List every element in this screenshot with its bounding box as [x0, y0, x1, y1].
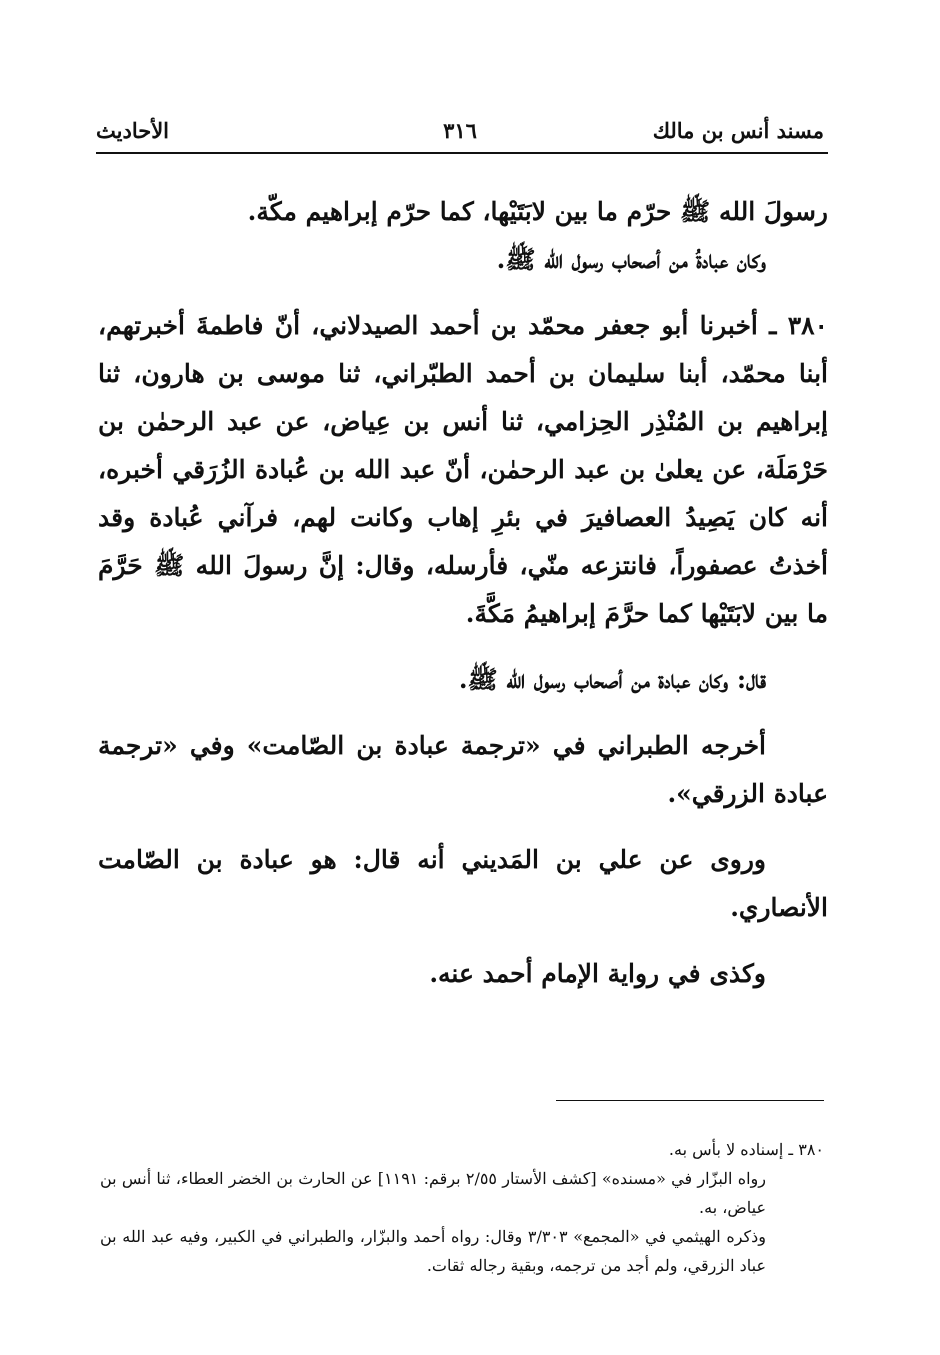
paragraph-continuation: رسولَ الله ﷺ حرّم ما بين لابَتَيْها، كما حرّم إبراهيم مكّة. — [247, 197, 828, 226]
paragraph-qal: قال: وكان عبادة من أصحاب رسول الله ﷺ. — [458, 665, 766, 694]
section-title: الأحاديث — [96, 118, 170, 143]
hadith-paragraph — [98, 302, 828, 638]
page-header — [96, 118, 824, 152]
main-text — [98, 188, 828, 998]
footnote-heading — [100, 1135, 824, 1164]
hadith-text: ـ أخبرنا أبو جعفر محمّد بن أحمد الصيدلاني، أنّ فاطمةَ أخبرتهم، أبنا محمّد، أبنا سليمان بن أحمد الطبّراني، ثنا موسى بن هارون، ثنا إبراهيم بن المُنْذِر الحِزامي، ثنا أنس بن عِياض، عن عبد الرحمٰن بن حَرْمَلَة، عن يعلىٰ بن عبد الرحمٰن، أنّ عبد الله بن عُبادة الزُرَقي أخبره، أنه كان يَصِيدُ العصافيرَ في بئرِ إهاب وكانت لهم، فرآني عُبادة وقد أخذتُ عصفوراً، فانتزعه منّي، فأرسله، وقال: إنَّ رسولَ الله ﷺ حَرَّمَ ما بين لابَتَيْها كما حرَّمَ إبراهيمُ مَكَّةَ. — [98, 311, 828, 628]
footnotes — [100, 1135, 824, 1280]
footnote-bazzar: رواه البزّار في «مسنده» [كشف الأستار ٢/٥٥ برقم: ١١٩١] عن الحارث بن الخضر العطاء، ثنا أنس بن عياض، به. — [100, 1169, 767, 1217]
footnote-isnad: ـ إسناده لا بأس به. — [668, 1140, 794, 1159]
paragraph-takhrij: أخرجه الطبراني في «ترجمة عبادة بن الصّامت» وفي «ترجمة عبادة الزرقي». — [98, 731, 828, 808]
paragraph-companion-note: وكان عبادةُ من أصحاب رسول الله ﷺ. — [496, 245, 766, 274]
footnote-number: ٣٨٠ — [798, 1140, 824, 1159]
paragraph-ahmad: وكذى في رواية الإمام أحمد عنه. — [429, 959, 766, 988]
running-title: مسند أنس بن مالك — [652, 118, 824, 143]
header-divider — [96, 152, 828, 154]
footnote-haythami: وذكره الهيثمي في «المجمع» ٣/٣٠٣ وقال: رواه أحمد والبزّار، والطبراني في الكبير، وفيه عبد الله بن عباد الزرقي، ولم أجد من ترجمه، وبقية رجاله ثقات. — [100, 1227, 767, 1275]
footnote-divider — [556, 1100, 824, 1101]
page-number: ٣١٦ — [443, 118, 477, 143]
paragraph-riwaya: وروى عن علي بن المَديني أنه قال: هو عبادة بن الصّامت الأنصاري. — [98, 845, 828, 922]
hadith-number: ٣٨٠ — [787, 311, 828, 340]
